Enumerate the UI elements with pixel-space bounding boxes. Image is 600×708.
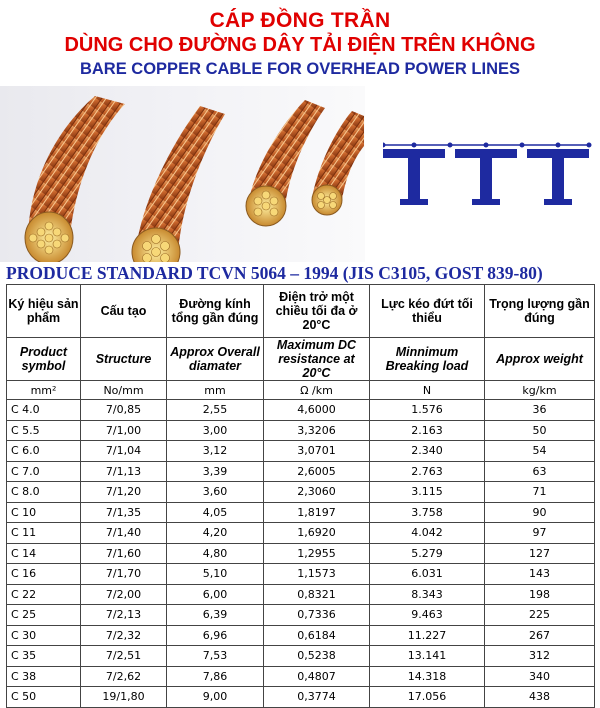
table-cell: C 38 (7, 666, 81, 687)
table-cell: 8.343 (370, 584, 485, 605)
header-row-vietnamese (7, 285, 595, 338)
table-cell: 7/1,13 (81, 461, 167, 482)
table-cell: 4.042 (370, 523, 485, 544)
table-row (7, 461, 595, 482)
table-cell: 7/1,04 (81, 441, 167, 462)
table-cell: 7/1,70 (81, 564, 167, 585)
table-cell: C 16 (7, 564, 81, 585)
table-cell: C 7.0 (7, 461, 81, 482)
table-cell: 63 (485, 461, 595, 482)
table-cell: 267 (485, 625, 595, 646)
table-cell: C 50 (7, 687, 81, 708)
table-cell: 7/2,51 (81, 646, 167, 667)
table-cell: 2.763 (370, 461, 485, 482)
banner (0, 86, 600, 262)
table-cell: 7/2,32 (81, 625, 167, 646)
table-cell: 2,6005 (264, 461, 370, 482)
table-cell: 7/1,60 (81, 543, 167, 564)
table-cell: 2.340 (370, 441, 485, 462)
unit-cell: N (370, 381, 485, 400)
produce-standard-heading: PRODUCE STANDARD TCVN 5064 – 1994 (JIS C3105, GOST 839-80) (6, 263, 543, 283)
table-cell: 4,20 (167, 523, 264, 544)
table-row (7, 441, 595, 462)
table-cell: 3,39 (167, 461, 264, 482)
table-cell: 0,6184 (264, 625, 370, 646)
table-cell: 50 (485, 420, 595, 441)
table-row (7, 666, 595, 687)
title-block (0, 0, 600, 80)
table-cell: 7/1,40 (81, 523, 167, 544)
table-cell: 7,86 (167, 666, 264, 687)
table-row (7, 523, 595, 544)
table-cell: C 8.0 (7, 482, 81, 503)
table-cell: 198 (485, 584, 595, 605)
table-cell: 6,00 (167, 584, 264, 605)
table-cell: 9.463 (370, 605, 485, 626)
copper-cable-photo (0, 86, 365, 262)
table-cell: 1,1573 (264, 564, 370, 585)
table-cell: 7/1,20 (81, 482, 167, 503)
header-cell-en: Minnimum Breaking load (370, 338, 485, 381)
table-cell: 127 (485, 543, 595, 564)
table-cell: C 6.0 (7, 441, 81, 462)
table-cell: 3,60 (167, 482, 264, 503)
title-vietnamese-line2: DÙNG CHO ĐƯỜNG DÂY TẢI ĐIỆN TRÊN KHÔNG (64, 34, 536, 56)
table-cell: 13.141 (370, 646, 485, 667)
table-cell: 54 (485, 441, 595, 462)
table-cell: 7/2,62 (81, 666, 167, 687)
header-row-english (7, 338, 595, 381)
spec-table (6, 284, 595, 708)
table-row (7, 605, 595, 626)
table-cell: C 30 (7, 625, 81, 646)
ttt-logo (383, 141, 593, 211)
table-cell: 7/2,13 (81, 605, 167, 626)
table-cell: 2,55 (167, 400, 264, 421)
table-cell: 17.056 (370, 687, 485, 708)
table-cell: 6,96 (167, 625, 264, 646)
table-cell: 4,80 (167, 543, 264, 564)
table-cell: C 22 (7, 584, 81, 605)
table-cell: 438 (485, 687, 595, 708)
table-cell: 2,3060 (264, 482, 370, 503)
table-row (7, 625, 595, 646)
table-cell: C 14 (7, 543, 81, 564)
title-vietnamese-line1: CÁP ĐỒNG TRẦN (209, 9, 391, 32)
table-cell: 0,3774 (264, 687, 370, 708)
header-cell-en: Approx Overall diamater (167, 338, 264, 381)
table-cell: 0,7336 (264, 605, 370, 626)
table-cell: 3,00 (167, 420, 264, 441)
unit-cell: No/mm (81, 381, 167, 400)
header-cell-en: Structure (81, 338, 167, 381)
units-row (7, 381, 595, 400)
table-cell: 36 (485, 400, 595, 421)
header-cell: Đường kính tổng gần đúng (167, 285, 264, 338)
table-cell: 7/2,00 (81, 584, 167, 605)
table-row (7, 482, 595, 503)
table-cell: 5,10 (167, 564, 264, 585)
header-cell: Cấu tạo (81, 285, 167, 338)
table-cell: 0,5238 (264, 646, 370, 667)
table-cell: 3,3206 (264, 420, 370, 441)
table-row (7, 584, 595, 605)
table-cell: 225 (485, 605, 595, 626)
table-cell: 7/1,00 (81, 420, 167, 441)
table-cell: C 10 (7, 502, 81, 523)
table-cell: 0,8321 (264, 584, 370, 605)
table-row (7, 502, 595, 523)
table-cell: C 4.0 (7, 400, 81, 421)
table-cell: 2.163 (370, 420, 485, 441)
table-cell: 9,00 (167, 687, 264, 708)
table-cell: 5.279 (370, 543, 485, 564)
table-cell: 312 (485, 646, 595, 667)
table-row (7, 543, 595, 564)
table-cell: 3,12 (167, 441, 264, 462)
table-cell: 11.227 (370, 625, 485, 646)
table-cell: 3,0701 (264, 441, 370, 462)
table-cell: 6.031 (370, 564, 485, 585)
table-cell: 19/1,80 (81, 687, 167, 708)
table-body (7, 400, 595, 708)
table-cell: 4,6000 (264, 400, 370, 421)
header-cell: Lực kéo đứt tối thiểu (370, 285, 485, 338)
table-row (7, 687, 595, 708)
table-cell: 71 (485, 482, 595, 503)
table-cell: 340 (485, 666, 595, 687)
table-cell: 143 (485, 564, 595, 585)
header-cell-en: Approx weight (485, 338, 595, 381)
header-cell: Điện trở một chiều tối đa ở 20°C (264, 285, 370, 338)
table-cell: 6,39 (167, 605, 264, 626)
table-cell: 14.318 (370, 666, 485, 687)
table-cell: 97 (485, 523, 595, 544)
header-cell: Ký hiệu sản phẩm (7, 285, 81, 338)
table-cell: 1.576 (370, 400, 485, 421)
table-cell: C 11 (7, 523, 81, 544)
table-cell: 7/0,85 (81, 400, 167, 421)
unit-cell: Ω /km (264, 381, 370, 400)
table-cell: C 35 (7, 646, 81, 667)
header-cell: Trọng lượng gần đúng (485, 285, 595, 338)
unit-cell: mm (167, 381, 264, 400)
table-cell: 3.115 (370, 482, 485, 503)
table-cell: 7/1,35 (81, 502, 167, 523)
table-row (7, 646, 595, 667)
table-cell: 0,4807 (264, 666, 370, 687)
table-row (7, 400, 595, 421)
table-row (7, 420, 595, 441)
table-cell: 3.758 (370, 502, 485, 523)
table-cell: C 25 (7, 605, 81, 626)
title-english: BARE COPPER CABLE FOR OVERHEAD POWER LINES (79, 60, 521, 78)
table-cell: 7,53 (167, 646, 264, 667)
unit-cell: mm² (7, 381, 81, 400)
header-cell-en: Product symbol (7, 338, 81, 381)
header-cell-en: Maximum DC resistance at 20°C (264, 338, 370, 381)
table-cell: 1,8197 (264, 502, 370, 523)
unit-cell: kg/km (485, 381, 595, 400)
table-cell: C 5.5 (7, 420, 81, 441)
table-row (7, 564, 595, 585)
table-cell: 1,2955 (264, 543, 370, 564)
table-cell: 90 (485, 502, 595, 523)
table-cell: 4,05 (167, 502, 264, 523)
table-cell: 1,6920 (264, 523, 370, 544)
